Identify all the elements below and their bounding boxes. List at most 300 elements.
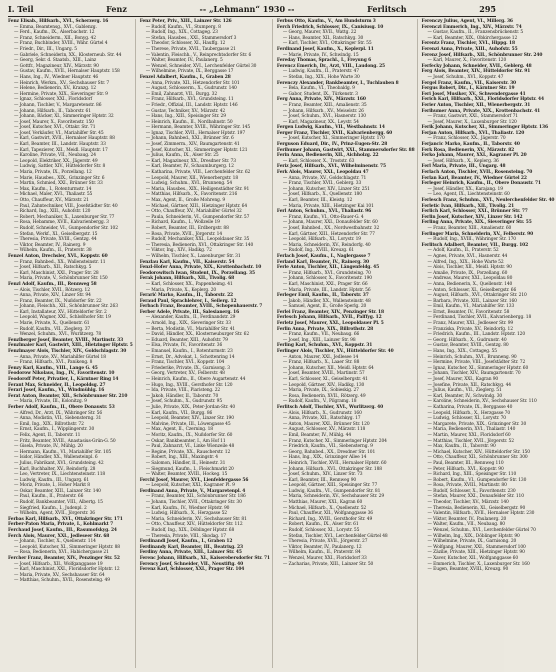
surname-entry: Ferihumer Anna, Private, XIX., Krottenbachstr. 41 [421, 108, 541, 114]
entry-line: — Maria, Schneiderin, XV., Sechshauser Str. 81 [145, 516, 247, 522]
entry-line: — Matthias, Schuhm., XVII., Rosensteing. 49 [14, 578, 110, 584]
entry-line: — Johann, Schlosser, X., Favoritenstr. 190 [282, 276, 372, 282]
surname-entry: Fergus Robert, Dir., I., Kärntner Str. 19 [421, 86, 515, 92]
entry-line: — Richard, Kaufm., I., Wollzeile 19 [145, 220, 220, 226]
entry-line: — Georg, Bahnbed., XX., Dresdner Str. 101 [282, 449, 376, 455]
entry-line: — Stefan, Werkf., XI., Geiselbergstr. 15 [14, 231, 98, 237]
entry-line: — Josef, Maurer, X., Laxenburger Str. 120 [427, 119, 517, 125]
entry-line: — Alfred, Dr., Arzt, IX., Währinger Str. 56 [14, 410, 103, 416]
entry-line: — Ernst, Dr., Advokat, I., Schottenring 14 [145, 354, 235, 360]
entry-line: — Franziska, Private, XV., Reindorfg. 12 [427, 326, 513, 332]
header-rule [8, 16, 496, 17]
entry-line: — Ignaz, Schlosser, XXI., Floridsdorf [14, 97, 93, 103]
entry-line: — Franz, Tischler, XVI., Koppstr. 104 [145, 360, 225, 366]
entry-line: — Franz, Hilfsarb., XVI., Grundsteing. 11 [145, 97, 234, 103]
entry-line: — Siegmund, Kaufm., I., Fleischmarkt 20 [145, 466, 234, 472]
entry-line: — Walter, Beamter, XVIII., Hockeg. 15 [145, 472, 228, 478]
entry-line: — Anna, Private, XII., Ratschkyg. 17 [282, 416, 361, 422]
entry-line: — Leopold, Hilfsarb., X., Herzgasse 70 [427, 410, 511, 416]
entry-line: — Johann, Hilfsarb., II., Taborstr. 61 [14, 108, 91, 114]
entry-line: — Wilhelmine, Private, IX., Berggasse 17 [145, 69, 234, 75]
entry-line: — Rosa, Hebamme, XVII., Kalvarienbergg. 3 [14, 220, 109, 226]
entry-line: — Friedr., Offizial, III., Landstr. Hptstr. 146 [145, 102, 238, 108]
entry-line: — Rudolf, Schlosser, XI., Lorystr. 55 [282, 528, 360, 534]
first-entry-keyword: Fenz [106, 4, 127, 14]
entry-line: — Rudolf, Ing., XVIII., Währinger Str. 170 [427, 237, 517, 243]
surname-entry: Fenzlmaier Karl, Gastwirt, XIII., Hietzinger Hptstr. 5 [8, 343, 133, 349]
entry-line: — Heinrich, Werkm., XV., Sechshauser Str. 7 [14, 80, 110, 86]
entry-line: — Josef, Beamter, XVIII., Martinstr. 57 [282, 371, 365, 377]
surname-entry: Ferbus Otto, Kaufm., V., Am Hundsturm 3 [276, 19, 376, 24]
surname-entry: Ferarić Marko, Kaufm., II., Taborstr. 22 [139, 293, 233, 299]
surname-entry: Ferling Anna, Private, XIX., Sieveringer Str. 55 [421, 220, 532, 226]
entry-line: — Hans, Ing., XIX., Cottageg. 55 [427, 349, 497, 355]
entry-line: — Karl, Kaufm., VII., Burgg. 86 [145, 410, 213, 416]
entry-line: — Friedrich, Kaufm., III., Landstr. Hptstr. 120 [427, 332, 526, 338]
surname-entry: Ferger Franz, Tischler, XVII., Kalvarienbergg. 60 [276, 130, 393, 136]
surname-entry: Ferich Karl, Hilfsarb., XXI., Floridsdorfer Hptstr. 44 [421, 97, 544, 103]
surname-entry: Ferk Rosa, Bedienerin, XV., Märzstr. 82 [421, 147, 515, 153]
entry-line: — Friedr., Dir., III., Ungarg. 5 [14, 46, 77, 52]
surname-entry: Ferenczy Alexander, Bankbeamter, I., Tuchlauben 8 [276, 80, 399, 86]
entry-line: — Alexander, Kaufm., II., Ferdinandstr. 29 [145, 315, 236, 321]
entry-line: — Adolf, Kaufm., II., Praterstr. 52 [427, 248, 499, 254]
entry-line: — Leopold, Gärtner, XIV., Hadikg. 130 [282, 382, 365, 388]
surname-entry: Ferch Friedrich, Schlosser, IX., Canisiusg. 10 [276, 24, 384, 30]
entry-line: — Karl, Kaufm., IV., Wiedner Hptstr. 90 [145, 505, 230, 511]
entry-line: — Georg, Maurer, XVII., Wattg. 22 [282, 30, 357, 36]
entry-line: — Josef, Maurer, X., Favoritenstr. 150 [14, 119, 94, 125]
surname-entry: Ferling Karl, Schuhm., XVI., Koppstr. 31 [276, 343, 373, 349]
entry-line: — Otto, Chauffeur, XV., Mariahilfer Gürtel 32 [145, 209, 242, 215]
entry-line: — Margarete, Private, XIX., Grinzinger Str. 30 [427, 421, 527, 427]
surname-entry: Ferenzi Anna, Private, XIII., Auhofstr. 55 [421, 46, 518, 52]
entry-line: — Theodor, Schlosser, XI., Hauffg. 12 [145, 41, 226, 47]
entry-line: — Max, Agent, II., Czerning. 18 [145, 427, 213, 433]
entry-line: — Malvine, Private, III., Löwengasse 45 [145, 421, 231, 427]
surname-entry: Ferletz Josef, Maurer, XXI., Leopoldauer Pl. 5 [276, 321, 384, 327]
surname-entry: Ferlitsch Adalbert, Beamter, VII., Burgg. 102 [421, 242, 529, 248]
entry-line: — Zäzilie, Private, XIII., Hietzinger Hptstr. 90 [427, 550, 525, 556]
page-number: 295 [479, 4, 496, 14]
entry-line: — Karl, Gastwirt, XVII., Hernalser Hauptstr. 88 [14, 136, 115, 142]
entry-line: — Wenzel, Schuhm., XVI., Lerchenfelder Gürtel 70 [427, 528, 536, 534]
entry-line: — Rosa, Bedienerin, XVII., Rötzerg. 49 [282, 393, 366, 399]
entry-line: — Otto, Chauffeur, XIV., Hütteldorfer Str. 112 [145, 522, 243, 528]
surname-entry: Ferko Johann, Maurer, XXI., Kagraner Pl. 20 [421, 153, 527, 159]
surname-entry: Ferak Johann, Hilfsarb., XII., Tivolig. 68 [139, 276, 235, 282]
entry-line: — Rudolf, Schlosser, X., Favoritenstr. 230 [427, 488, 516, 494]
entry-line: — Alois, Tischler, XII., Meidl. Hptstr. 90 [427, 265, 512, 271]
entry-line: — Felix, Agent, II., Taborstr. 11 [14, 432, 81, 438]
surname-entry: Ferchl Josef, Maurer, XVI., Lienfeldergasse 56 [139, 477, 249, 483]
entry-line: — Johann, Hilfsarb., XVI., Ottakringer Str. 188 [282, 466, 382, 472]
entry-line: — Franz, Hilfsarb., XVI., Panikeng. 8 [14, 360, 93, 366]
entry-line: — Maria, Private, XV., Sechshauser Str. 64 [14, 572, 105, 578]
entry-line: — Franz, Schlosser, XX., Jägerstr. 70 [427, 136, 506, 142]
entry-line: — Rosa, Private, XVIII., Martinstr. 80 [427, 483, 507, 489]
surname-entry: Ferle Anton, Tischler, XII., Längenfeldg. 45 [276, 265, 380, 271]
entry-line: — Karl, Schlosser, X., Troststr. 63 [282, 158, 355, 164]
entry-line: — Rudolf, Schneider, VI., Gumpendorfer Str. 102 [14, 225, 118, 231]
entry-line: — Ferdinand, Tischler, XVII., Kalvarienbergg. 18 [427, 315, 532, 321]
surname-entry: Ferguson Eduard, Dir., IV., Prinz-Eugen-Str. 28 [276, 142, 388, 148]
surname-entry: Ferency Josef, Schneider, VII., Neustiftg. 40 [139, 561, 244, 567]
entry-line: — Ignaz, Tischler, XVII., Hernalser Hptstr. 197 [145, 130, 246, 136]
entry-line: — Julius, Kaufm., IX., Alser Str. 25 [145, 153, 219, 159]
entry-line: — Rudolf, Ing., XIX., Döblinger Hptstr. 68 [145, 528, 235, 534]
entry-line: — Hugo, Ing., XVIII., Gersthofer Str. 120 [145, 382, 233, 388]
entry-line: — Heinrich, Schuhm., XVI., Brunneng. 90 [427, 354, 517, 360]
entry-line: — Leopold, Beamter, XIV., Linzer Str. 190 [145, 416, 234, 422]
surname-entry: Ferlinger Alois, Tischler, XV., Hütteldorfer Str. 40 [276, 349, 394, 355]
entry-line: — Moritz, Kaufm., IX., Nußdorfer Str. 60 [145, 432, 233, 438]
surname-entry: Ferleger Emil, Kaufm., II., Taborstr. 37 [276, 293, 369, 299]
entry-line: — Josef, Schuhm., XVI., Hasnerstr. 130 [282, 114, 366, 120]
entry-line: — Ludwig, Schuhm., XVI., Brunneng. 54 [145, 181, 233, 187]
surname-entry: Ferchaud Josef, Kaufm., III., Rasumofskyg. 24 [8, 528, 117, 534]
entry-line: — Anna, Private, XV., Goldschlagstr. 71 [282, 175, 367, 181]
entry-line: — Franz, Kaufm., VII., Neubaug. 66 [282, 332, 360, 338]
entry-line: — Heinrich, Kaufm., II., Nordbahnstr. 50 [145, 119, 233, 125]
entry-line: — Wolfgang, Maurer, XXI., Stammersdorf 100 [427, 544, 526, 550]
entry-line: — Rudolf, Mechaniker, XXI., Leopoldauer Str. 35 [145, 237, 250, 243]
entry-line: — Max, Kaufm., II., Taborstr. 90 [427, 444, 496, 450]
entry-line: — Karl, Magazineur, XX., Leystr. 54 [282, 119, 359, 125]
surname-entry: Ferlesch Franz, Schuhm., XVI., Neulerchenfelder Str. 40 [421, 198, 555, 203]
entry-line: — Julie, Private, XIX., Peter-Jordan-Str. 40 [145, 404, 236, 410]
entry-line: — Gustav, Techniker, XV., Märzstr. 42 [145, 108, 226, 114]
entry-line: — Oskar, Bankbeamter, I., Am Hof 11 [145, 438, 226, 444]
entry-line: — Max, Kaufm., I., Rotenturmstr. 14 [14, 186, 92, 192]
entry-line: — David, Händler, XX., Klosterneuburger Str. 62 [145, 332, 250, 338]
surname-entry: Fenzlberger Josef, Beamter, XVIII., Martinstr. 33 [8, 337, 124, 343]
entry-line: — Salomon, Händler, II., Heinestr. 31 [145, 460, 226, 466]
entry-line: — Paul, Beamter, III., Rennweg 110 [427, 460, 504, 466]
entry-line: — Paula, Schneiderin, VI., Gumpendorfer Str. 57 [145, 214, 250, 220]
entry-line: — Wilhelmine, Private, IX., Garnisong. 20 [427, 539, 517, 545]
entry-line: — Matthias, Tischler, XVII., Jörgerstr. 52 [427, 438, 514, 444]
entry-line: — Anna, Private, XV., Mariahilfer Gürtel 18 [14, 354, 106, 360]
entry-line: — Gottfr., Magazineur, XIV., Märzstr. 90 [14, 63, 99, 69]
surname-entry: Ferat Anton, Beamter, XII., Schönbrunner Str. 210 [8, 393, 128, 399]
entry-line: — Fritz, Beamter, XVIII., Anastasius-Grün-G. 50 [14, 438, 116, 444]
entry-line: — Karl, Schlosser, XI., Geiselbergstr. 41 [282, 377, 368, 382]
entry-line: — Ignaz, Kutscher, XI., Simmeringer Hptstr. 60 [427, 365, 529, 371]
column-2 [140, 19, 273, 668]
entry-line: — Katharina, Private, VIII., Lerchenfelder Str. 62 [145, 170, 251, 176]
entry-line: — Johann, Tischler, XIV., Baumgartenstr. 70 [427, 371, 521, 377]
surname-entry: Fenzlau Karl, Kaufm., VII., Kaiserstr. 54 [139, 259, 235, 265]
entry-line: — Georg, Vertreter, XV., Felberstr. 48 [145, 371, 225, 377]
entry-line: — Emmerich, Tischler, X., Laxenburger Str. 160 [427, 561, 530, 567]
entry-line: — Helene, Bedienerin, XV., Kranzg. 12 [14, 86, 96, 92]
entry-line: — Franz, Beamter, XII., Schönbrunner Str. 186 [145, 494, 246, 500]
surname-entry: Ferik Johann, Kutscher, XI., Simmeringer Hptstr. 136 [421, 125, 548, 131]
last-entry-keyword: Ferlitsch [367, 4, 407, 14]
entry-line: — Richard, Ing., XIII., Auhofstr. 120 [14, 209, 91, 215]
entry-line: — Friederike, Private, IX., Garnisong. 3 [145, 365, 230, 371]
surname-entry: Ferlich Karl, Schlosser, XXI., Brünner Str. 77 [421, 209, 528, 215]
entry-line: — Johann, Tischler, XVII., Ottakringer Str. 30 [145, 500, 242, 506]
surname-entry: Ferdinandy Karl, Beamter, III., Beatrixg. 23 [139, 544, 243, 550]
entry-line: — Julius, Kaufm., VII., Zieglerg. 51 [427, 388, 502, 394]
entry-line: — Karl, Beamter, IV., Schwindg. 30 [427, 393, 503, 399]
entry-line: — Richard, Ing., XVIII., Gersthofer Str. 49 [282, 516, 373, 522]
surname-entry: Ferencz Emerich, Dr., Arzt, VIII., Laudong. 25 [276, 63, 385, 69]
entry-line: — Wilhelm, Ing., XIX., Döblinger Hptstr. 90 [427, 533, 520, 539]
entry-line: — Peter, Hilfsarb., XVI., Koppstr. 90 [427, 466, 504, 472]
entry-line: — Maria, Schneiderin, XV., Sechshauser Str. 29 [282, 494, 385, 500]
entry-line: — Franz, Gastwirt, XXI., Stammersdorf 71 [427, 114, 518, 120]
entry-line: — Wenzel, Schuhm., XVI., Wurlitzerg. 78 [14, 332, 102, 338]
entry-line: — Gustav, Kaufm., II., Franzensbrückenstr. 5 [427, 30, 524, 36]
entry-line: — Gustav, Kaufm., XVII., Hernalser Hauptstr. 158 [14, 69, 120, 75]
surname-entry: Fergel Franz, Kaufm., VII., Kaiserstr. 30 [421, 80, 516, 86]
entry-line: — Josef, Hilfsarb., XII., Ratschkyg. 5 [14, 265, 92, 271]
surname-entry: Ferber-Paton Maria, Private, I., Kohlmarkt 7 [8, 522, 114, 528]
entry-line: — Katharina, Private, IX., Berggasse 40 [427, 404, 513, 410]
entry-line: — Franz, Bahnbed., XX., Wallensteinstr. 11 [14, 259, 106, 265]
entry-line: — Rudolf, Ing., XIX., Cottageg. 23 [145, 30, 218, 36]
entry-line: — Josef, Zimmerm., XIV., Baumgartenstr. 41 [145, 142, 240, 148]
surname-entry: Ferin Anna, Bedienerin, XII., Aichholzg. 22 [276, 153, 379, 159]
surname-entry: Ferg Alois, Beamter, XIV., Hütteldorfer Str. 91 [421, 69, 531, 75]
entry-line: — Viktor, Beamter, IV., Rainerg. 9 [14, 242, 86, 248]
column-3 [277, 19, 418, 668]
entry-line: — Rosa, Bedienerin, XVI., Habichergasse 21 [14, 550, 109, 556]
entry-line: — Valentin, Hilfsarb., XVII., Hernalser Hptstr. 230 [427, 511, 535, 517]
entry-line: — Anna, Modistin, VII., Siebensterng. 31 [14, 416, 102, 422]
entry-line: — Rudolf, Ing., XVIII., Kreuzg. 61 [282, 248, 355, 254]
surname-entry: Ferber Adele, Private, III., Salesianerg. 16 [139, 309, 240, 315]
entry-line: — Theresia, Private, XVII., Jörgerstr. 27 [282, 539, 368, 545]
surname-entry: Fenzel Adalbert, Kaufm., I., Graben 28 [139, 74, 231, 80]
surname-entry: Ferl Maria, Private, III., Ungarg. 48 [421, 164, 506, 170]
entry-line: — Maria, Hausbes., XIX., Heiligenstädter Str. 91 [145, 186, 250, 192]
entry-line: — Eugen, Beamter, XVIII., Kreuzg. 90 [427, 567, 509, 573]
entry-line: — Michael, Kutscher, XIV., Hütteldorfer Str. 150 [427, 449, 530, 455]
entry-line: — Rosa, Private, XVII., Jörgerstr. 14 [145, 231, 223, 237]
entry-line: — Georg, Sekr. d. Staatsb., XIII., Lainz [14, 58, 97, 64]
entry-line: — Rudolf, Bankbeamter, VIII., Albertg. 15 [14, 500, 103, 506]
entry-line: — Stefan, Ing., XIX., Hohe Warte 30 [282, 74, 360, 80]
entry-line: — Emma, Beamtensg., XVI., Gablenzg. [14, 24, 97, 30]
entry-line: — Walter, Beamter, IV., Paulanerg. 5 [145, 58, 223, 64]
entry-line: — Xaver, Kutscher, XII., Wolfganggasse 60 [427, 556, 519, 561]
entry-line: — Emil, Zahnarzt, VII., Burgg. 32 [145, 91, 218, 97]
entry-line: — Ida, Private, VIII., Piaristeng. 22 [145, 388, 221, 394]
surname-entry: Fenzy Karl, Kaufm., VIII., Lange G. 45 [8, 365, 98, 371]
entry-line: — Regine, Private, XX., Rauscherstr. 12 [145, 449, 231, 455]
entry-line: — Rudolf, Kaufm., VI., Stumperg. 8 [145, 24, 221, 30]
entry-line: — Johann, Fleischh., XII., Schönbrunner Str. 263 [14, 304, 118, 310]
entry-line: — Hans, Ing., XIII., Speisinger Str. 29 [145, 114, 226, 120]
entry-line: — Richard, Ing., XIII., Speisinger Str. 110 [427, 472, 517, 478]
entry-line: — Wenzel, Maurer, XXI., Floridsdorf 33 [282, 556, 367, 561]
entry-line: — Wenzel, Schneider, XVI., Lerchenfelder Gürtel 30 [145, 63, 257, 69]
surname-entry: Fereday Thomas, Sprachl., I., Freyung 6 [276, 58, 372, 64]
entry-line: — Agnes, Private, XVI., Hasnerstr. 44 [427, 253, 508, 259]
entry-line: — Michael, Gärtner, XIII., Hietzinger Hptstr. 64 [145, 203, 248, 209]
entry-line: — Robert, Mechaniker, X., Laxenburger Str. 77 [14, 214, 115, 220]
entry-line: — Franz, Beamter, IX., Nußdorfer Str. 22 [14, 298, 102, 304]
surname-entry: Ferber Adolf, Kaufm., II., Obere Donaustr. 53 [8, 404, 115, 410]
entry-line: — Oskar, Beamter, XIII., Lainzer Str. 140 [14, 488, 101, 494]
surname-entry: Ferg Anna, Private, XIV., Märzstr. 160 [276, 97, 366, 103]
entry-line: — Ernst, Kaufm., I., Wipplingerstr. 30 [14, 427, 95, 433]
entry-line: — Marie, Private, IV., Schwindg. 15 [282, 52, 359, 58]
surname-entry: Ferbach Franz, Beamter, XVIII., Schopenhauerstr. 7 [139, 304, 263, 310]
surname-entry: Fenzlmayer Alois, Tischler, XIV., Goldschlagstr. 30 [8, 349, 127, 355]
entry-line: — Franz, Hilfsarb., X., Laaer Str. 88 [282, 360, 360, 366]
surname-entry: Ferland Karl, Beamter, IV., Rainerg. 30 [276, 259, 369, 265]
surname-entry: Fenzl-Hofer Anna, Private, XIX., Krottenbachstr. 10 [139, 265, 262, 271]
entry-line: — Ferd., Kaufm., IX., Alserbachstr. 12 [14, 30, 95, 36]
surname-entry: Fenzel Anton, Drechsler, XVI., Koppstr. 60 [8, 253, 108, 259]
entry-line: — Viktor, Beamter, IV., Paulanerg. 12 [282, 544, 362, 550]
entry-line: — Leopold, Kutscher, XI., Simmeringer Hptstr. 88 [14, 544, 120, 550]
entry-line: — August, Hilfsarb., XVI., Ottakringer Str. 210 [427, 293, 527, 299]
entry-line: — Franz, Hilfsarb., XVI., Grundsteing. 70 [282, 270, 371, 276]
surname-entry: Ferleger Heinrich, Kaufm., II., Obere Donaustr. 71 [421, 181, 541, 187]
entry-line: — Paul, Chauffeur, XII., Wolfganggasse 36 [282, 511, 373, 517]
entry-line: — Franz, Beamter, XIII., Amalienstr. 60 [427, 225, 512, 231]
entry-line: — Karl, Maschinist, XXI., Floridsdorfer Hptstr. 12 [14, 567, 120, 573]
entry-line: — Gabriele, Schneiderin, XX., Klosterneub. Str. 44 [14, 52, 122, 58]
entry-line: — Robert, Kaufm., IX., Alser Str. 61 [282, 522, 359, 528]
entry-line: — Leo, Agent, IX., Liechtensteinstr. 60 [427, 192, 510, 198]
entry-line: — Karl, Beamter, XIX., Obkirchergasse 12 [427, 35, 518, 41]
entry-line: — Anton, Maurer, XXI., Brünner Str. 120 [282, 421, 370, 427]
entry-line: — Robert, Beamter, III., Erdbergstr. 88 [145, 225, 229, 231]
surname-entry: Fenz Peter, Priv., XIII., Lainzer Str. 126 [139, 19, 232, 24]
entry-line: — Leopold, Maurer, XII., Wienerbergstr. 18 [145, 175, 239, 181]
entry-line: — Samuel, Agent, II., Große Sperlg. 20 [282, 304, 367, 310]
entry-line: — Maria, Private, XIII., Hietzinger Kai 101 [282, 203, 374, 209]
surname-entry: Ferlin Anna, Private, XIX., Billrothstr. 28 [276, 326, 374, 332]
entry-line: — Maria, Schneiderin, XV., Reindorfg. 40 [282, 242, 371, 248]
entry-line: — Maria, Bedienerin, XVI., Thaliastr. 140 [427, 427, 516, 433]
surname-entry: Ferk Alois, Maurer, XXI., Leopoldau 47 [276, 170, 369, 176]
entry-line: — Karl, Gärtner, XIII., Hetzendorfer Str. 77 [282, 231, 375, 237]
entry-line: — Arnold, Ing., XIX., Sieveringer Str. 33 [145, 321, 231, 327]
surname-entry: Ferihumer Johann, Gastwirt, XXI., Stammersdorfer Str. 88 [276, 147, 415, 153]
entry-line: — Gabor, Student, IX., Türkenstr. 3 [282, 91, 358, 97]
entry-line: — Isidor, Händler, XX., Wallensteinpl. 6 [14, 455, 98, 461]
entry-line: — Karl, Magazineur, XX., Dresdner Str. 73 [145, 158, 236, 164]
entry-line: — Maria, Private, III., Landstr. Hptstr. 56 [282, 287, 371, 293]
entry-line: — Franz, Tischler, XVII., Geblerg. 33 [282, 181, 362, 187]
surname-entry: Feodorow Nikolaus, Ing., IV., Favoritenstr. 10 [8, 371, 115, 377]
entry-line: — Paul, Zahnarzt, VI., Linke Wienzeile 48 [145, 444, 235, 450]
entry-line: — Josef, Schuhm., XVI., Koppstr. 47 [427, 74, 504, 80]
entry-line: — Viktor, Beamter, IV., Paulanerg. 20 [427, 516, 507, 522]
surname-entry: Ferlesch Johann, Hilfsarb., XVII., Palffyg. 12 [276, 315, 382, 321]
column-4 [422, 19, 556, 668]
entry-line: — Wilhelm, Tischler, X., Laxenburger Str. 31 [145, 253, 241, 259]
entry-line: — Robert, Ing., XIII., Maxingstr. 4 [145, 455, 218, 461]
entry-line: — Josef, Hilfsarb., X., Keplerg. 36 [427, 158, 499, 164]
entry-line: — Viktor, Ing., XIV., Hadikg. 72 [145, 248, 212, 254]
entry-line: — Josef, Ing., XIII., Lainzer Str. 98 [282, 337, 356, 343]
surname-entry: Ferlinger Maria, Schneiderin, XV., Felberstr. 90 [421, 231, 534, 237]
entry-line: — Paul, Kaufm., II., Praterstr. 66 [14, 494, 84, 500]
surname-entry: Ferch Alois, Maurer, XXI., Jedleseer Str. 68 [8, 533, 110, 539]
surname-entry: Feodorowitsch Iwan, Student, IX., Porzellang. 35 [139, 270, 255, 276]
entry-line: — Josef, Kutscher, XI., Simmeringer Hptstr. 121 [145, 147, 248, 153]
entry-line: — Karl, Maschinist, XXI., Prager Str. 66 [282, 281, 368, 287]
entry-line: — Ludwig, Hilfsarb., X., Herzgasse 52 [145, 511, 227, 517]
surname-entry: Ferlan Karl, Beamter, IV., Wiedner Gürtel 22 [421, 175, 527, 181]
surname-entry: Ferenz Karl, Schlosser, XXI., Prager Str. 104 [139, 567, 245, 573]
entry-line: — Josef, Verkäufer, VI., Mariahilfer Str. 45 [14, 130, 104, 136]
entry-line: — Theresia, Bedienerin, XVI., Ottakringer Str. 140 [145, 242, 254, 248]
surname-entry: Ferl Anton, Schuhm., XVI., Thaliastr. 96 [276, 209, 372, 215]
entry-line: — Otto, Chauffeur, XII., Schönbrunner Str. 300 [427, 455, 528, 461]
entry-line: — Hermine, Private, XIX., Sieveringer Str. 9 [14, 91, 108, 97]
entry-line: — Alois, Hilfsarb., X., Gudrunstr. 160 [282, 410, 362, 416]
surname-entry: Ferfecky Johann, Schneider, XVII., Geblerg. 48 [421, 63, 532, 69]
entry-line: — Karl, Beamter, III., Kleistg. 12 [282, 198, 353, 203]
entry-line: — Karl, Maurer, X., Favoritenstr. 120 [427, 58, 507, 64]
entry-line: — Franz, Schneiderm., XII., Bonyg. 42 [14, 35, 96, 41]
entry-line: — Anna, Private, XII., Hetzendorfer Str. 101 [145, 80, 240, 86]
surname-entry: Ferbas Karl, Hilfsarb., XVI., Ottakringer Str. 171 [8, 516, 123, 522]
surname-entry: Ferdiny Anna, Private, XIII., Lainzer Str. 45 [139, 550, 242, 556]
entry-line: — Maria, Private, IX., Sobieskig. 27 [282, 388, 359, 394]
surname-entry: Ferentz Franz, Tischler, XVI., Hippg. 18 [421, 41, 515, 47]
entry-line: — Anna, Private, XIV., Linzer Str. 94 [14, 293, 91, 299]
entry-line: — Theodor, Tischler, XV., Märzstr. 140 [427, 500, 509, 506]
entry-line: — Moriz, Private, I., Hoher Markt 8 [14, 483, 90, 489]
entry-line: — Karl, Installateur, XV., Hütteldorfer Str. 2 [14, 309, 107, 315]
entry-line: — Ludwig, Kaufm., III., Ungarg. 61 [14, 477, 90, 483]
entry-line: — Barbara, Private, XIII., Lainzer Str. 160 [427, 298, 517, 304]
entry-line: — Jakob, Händler, XX., Wallensteinstr. 48 [282, 298, 371, 304]
entry-line: — Karl, Tapezierer, XII., Meidl. Hauptstr. 17 [14, 147, 108, 153]
entry-line: — August, Schlosser, XV., Märzstr. 118 [282, 427, 366, 433]
entry-line: — Franz, Kaufm., VI., Otto-Bauer-G. 4 [282, 214, 364, 220]
entry-line: — Leopold, Hilfsarb., XI., Lorystr. 19 [282, 237, 361, 243]
surname-entry: Ferant Max, Schneider, II., Leopoldsg. 27 [8, 382, 106, 388]
entry-line: — Alfred, Ing., XIX., Hohe Warte 52 [427, 259, 504, 265]
entry-line: — Jakob, Händler, II., Taborstr. 70 [145, 393, 219, 399]
entry-line: — Emil, Kaufm., VI., Mariahilfer Str. 133 [427, 304, 515, 310]
entry-line: — Matthias, Hilfsarb., X., Favoritenstr. 216 [145, 192, 238, 198]
entry-line: — Maria, Private, III., Kolonitzg. 9 [14, 399, 87, 405]
entry-line: — Hans, Ing., IV., Wiedner Hauptstr. 46 [14, 74, 99, 80]
entry-line: — Leopold, Wagner, XXI., Schloßhofer Str. 19 [14, 315, 111, 321]
entry-line: — Rudolf, Kaufm., VII., Zieglerg. 37 [14, 326, 91, 332]
entry-line: — Johann, Kutscher, XII., Meidl. Hptstr. 64 [282, 365, 374, 371]
entry-line: — Karl, Beamter, IV., Schaumburgerg. 12 [145, 164, 234, 170]
entry-line: — Josef, Schuhm., XIV., Linzer Str. 73 [282, 472, 363, 478]
entry-line: — Marie, Hausbes., XIX., Grinzinger Str. 6 [14, 175, 105, 181]
surname-entry: Ferenz Josef, Hilfsarb., XII., Schönbrunner Str. 240 [421, 52, 543, 58]
entry-line: — Anton, Maurer, XXI., Jedlesee 14 [282, 354, 359, 360]
entry-line: — August, Schlosserm., X., Gudrunstr. 140 [145, 86, 237, 92]
entry-line: — Otto, Chauffeur, XV., Märzstr. 21 [14, 198, 89, 203]
entry-line: — Siegfried, Kaufm., I., Judenpl. 2 [14, 505, 87, 511]
entry-line: — Karl, Maschinist, XXI., Prager Str. 28 [14, 270, 99, 276]
entry-line: — Leopold, Kutscher, XXI., Kagraner Pl. 9 [145, 483, 235, 489]
entry-line: — Hermann, Beamter, XVIII., Währinger Str. 145 [145, 125, 251, 131]
directory-columns [8, 19, 555, 668]
entry-line: — Martin, Schmied, XXI., Brünner Str. 33 [14, 181, 103, 187]
entry-line: — Josef, Kutscher, XVI., Ottakr. Str. 71 [14, 125, 96, 131]
entry-line: — Josef, Maurer, XXI., Kagran 90 [427, 377, 499, 382]
